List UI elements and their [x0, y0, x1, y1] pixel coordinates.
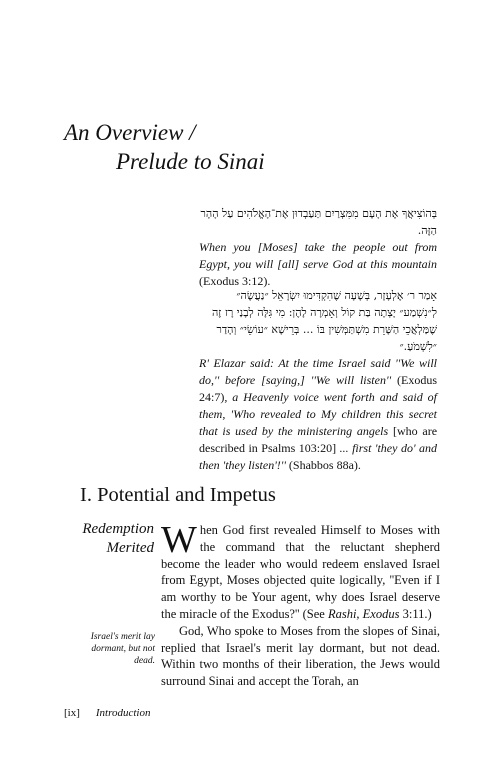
side-title-line2: Merited	[106, 540, 154, 556]
epigraph-2-text-3: ... first 'they do' and then 'they listen'!''	[199, 441, 437, 472]
epigraph-2-citation-2: [who are described in Psalms 103:20]	[199, 424, 438, 455]
page-footer	[64, 706, 364, 720]
epigraph-1	[199, 205, 437, 290]
epigraph-2-citation-3: (Shabbos 88a).	[288, 458, 361, 472]
side-title-line1: Redemption	[82, 521, 154, 537]
overview-title-line1: An Overview /	[64, 120, 196, 145]
epigraph-2-text-1: R' Elazar said: At the time Israel said ''We will do,'' before [saying,] ''We will listen''	[199, 356, 437, 387]
epigraph-1-citation: (Exodus 3:12).	[199, 274, 271, 288]
overview-title	[64, 118, 364, 176]
epigraph-2-translation	[199, 355, 437, 474]
paragraph-1-text-a: hen God first revealed Himself to Moses with the command that the reluctant shepherd become the leader who would redeem enslaved Israel from Egypt, Moses objected quite logically, ''Even if I am worthy to be Your agent, why does Israel deserve the miracle of the Exodus?'' (See	[161, 523, 440, 621]
epigraph-2-citation-1: (Exodus 24:7)	[199, 373, 437, 404]
paragraph-1-reference: Rashi, Exodus	[327, 606, 400, 621]
paragraph-1-text-b: 3:11.)	[399, 606, 432, 621]
paragraph-2: God, Who spoke to Moses from the slopes of Sinai, replied that Israel's merit lay dormant, but not dead. Within two months of their liberation, the Jews would surround Sinai and accept the Torah, an	[161, 623, 440, 689]
epigraph-1-translation-text: When you [Moses] take the people out from Egypt, you will [all] serve God at this mountain	[199, 240, 437, 271]
drop-cap: W	[161, 519, 197, 561]
section-heading: I. Potential and Impetus	[80, 484, 276, 506]
side-note: Israel's merit lay dormant, but not dead.	[90, 632, 155, 666]
paragraph-1	[161, 519, 440, 623]
epigraph-2-hebrew: אָמַר ר׳ אֶלְעָזָר, בְּשָׁעָה שֶׁהִקְדִּימוּ יִשְׂרָאֵל ״נַעֲשֶׂה״ לְ״נִשְׁמַע״ יָצְתָה בַּת קוֹל וְאָמְרָה לָהֶן: מִי גִּלָּה לְבָנַי רָז זֶה שֶׁמַּלְאֲכֵי הַשָּׁרֵת מִשְׁתַּמְּשִׁין בּוֹ ... בְּרֵישָׁא ״עוֹשֵׂי״ וְהָדַר ״לִשְׁמֹעַ.״	[211, 289, 437, 353]
epigraph-1-translation	[199, 239, 437, 290]
epigraph-2-text-2: , a Heavenly voice went forth and said of them, 'Who revealed to My children this secret that is used by the ministering angels	[199, 390, 437, 438]
body-text	[161, 519, 440, 690]
epigraph-2	[199, 287, 437, 474]
overview-title-line2: Prelude to Sinai	[116, 149, 265, 174]
page-number: [ix]	[64, 707, 80, 719]
footer-label: Introduction	[95, 707, 151, 719]
side-title	[62, 520, 154, 558]
epigraph-1-hebrew: בְּהוֹצִיאֲךָ אֶת הָעָם מִמִּצְרַיִם תַּעַבְדוּן אֶת־הָאֱלֹהִים עַל הָהָר הַזֶּה.	[200, 207, 437, 237]
